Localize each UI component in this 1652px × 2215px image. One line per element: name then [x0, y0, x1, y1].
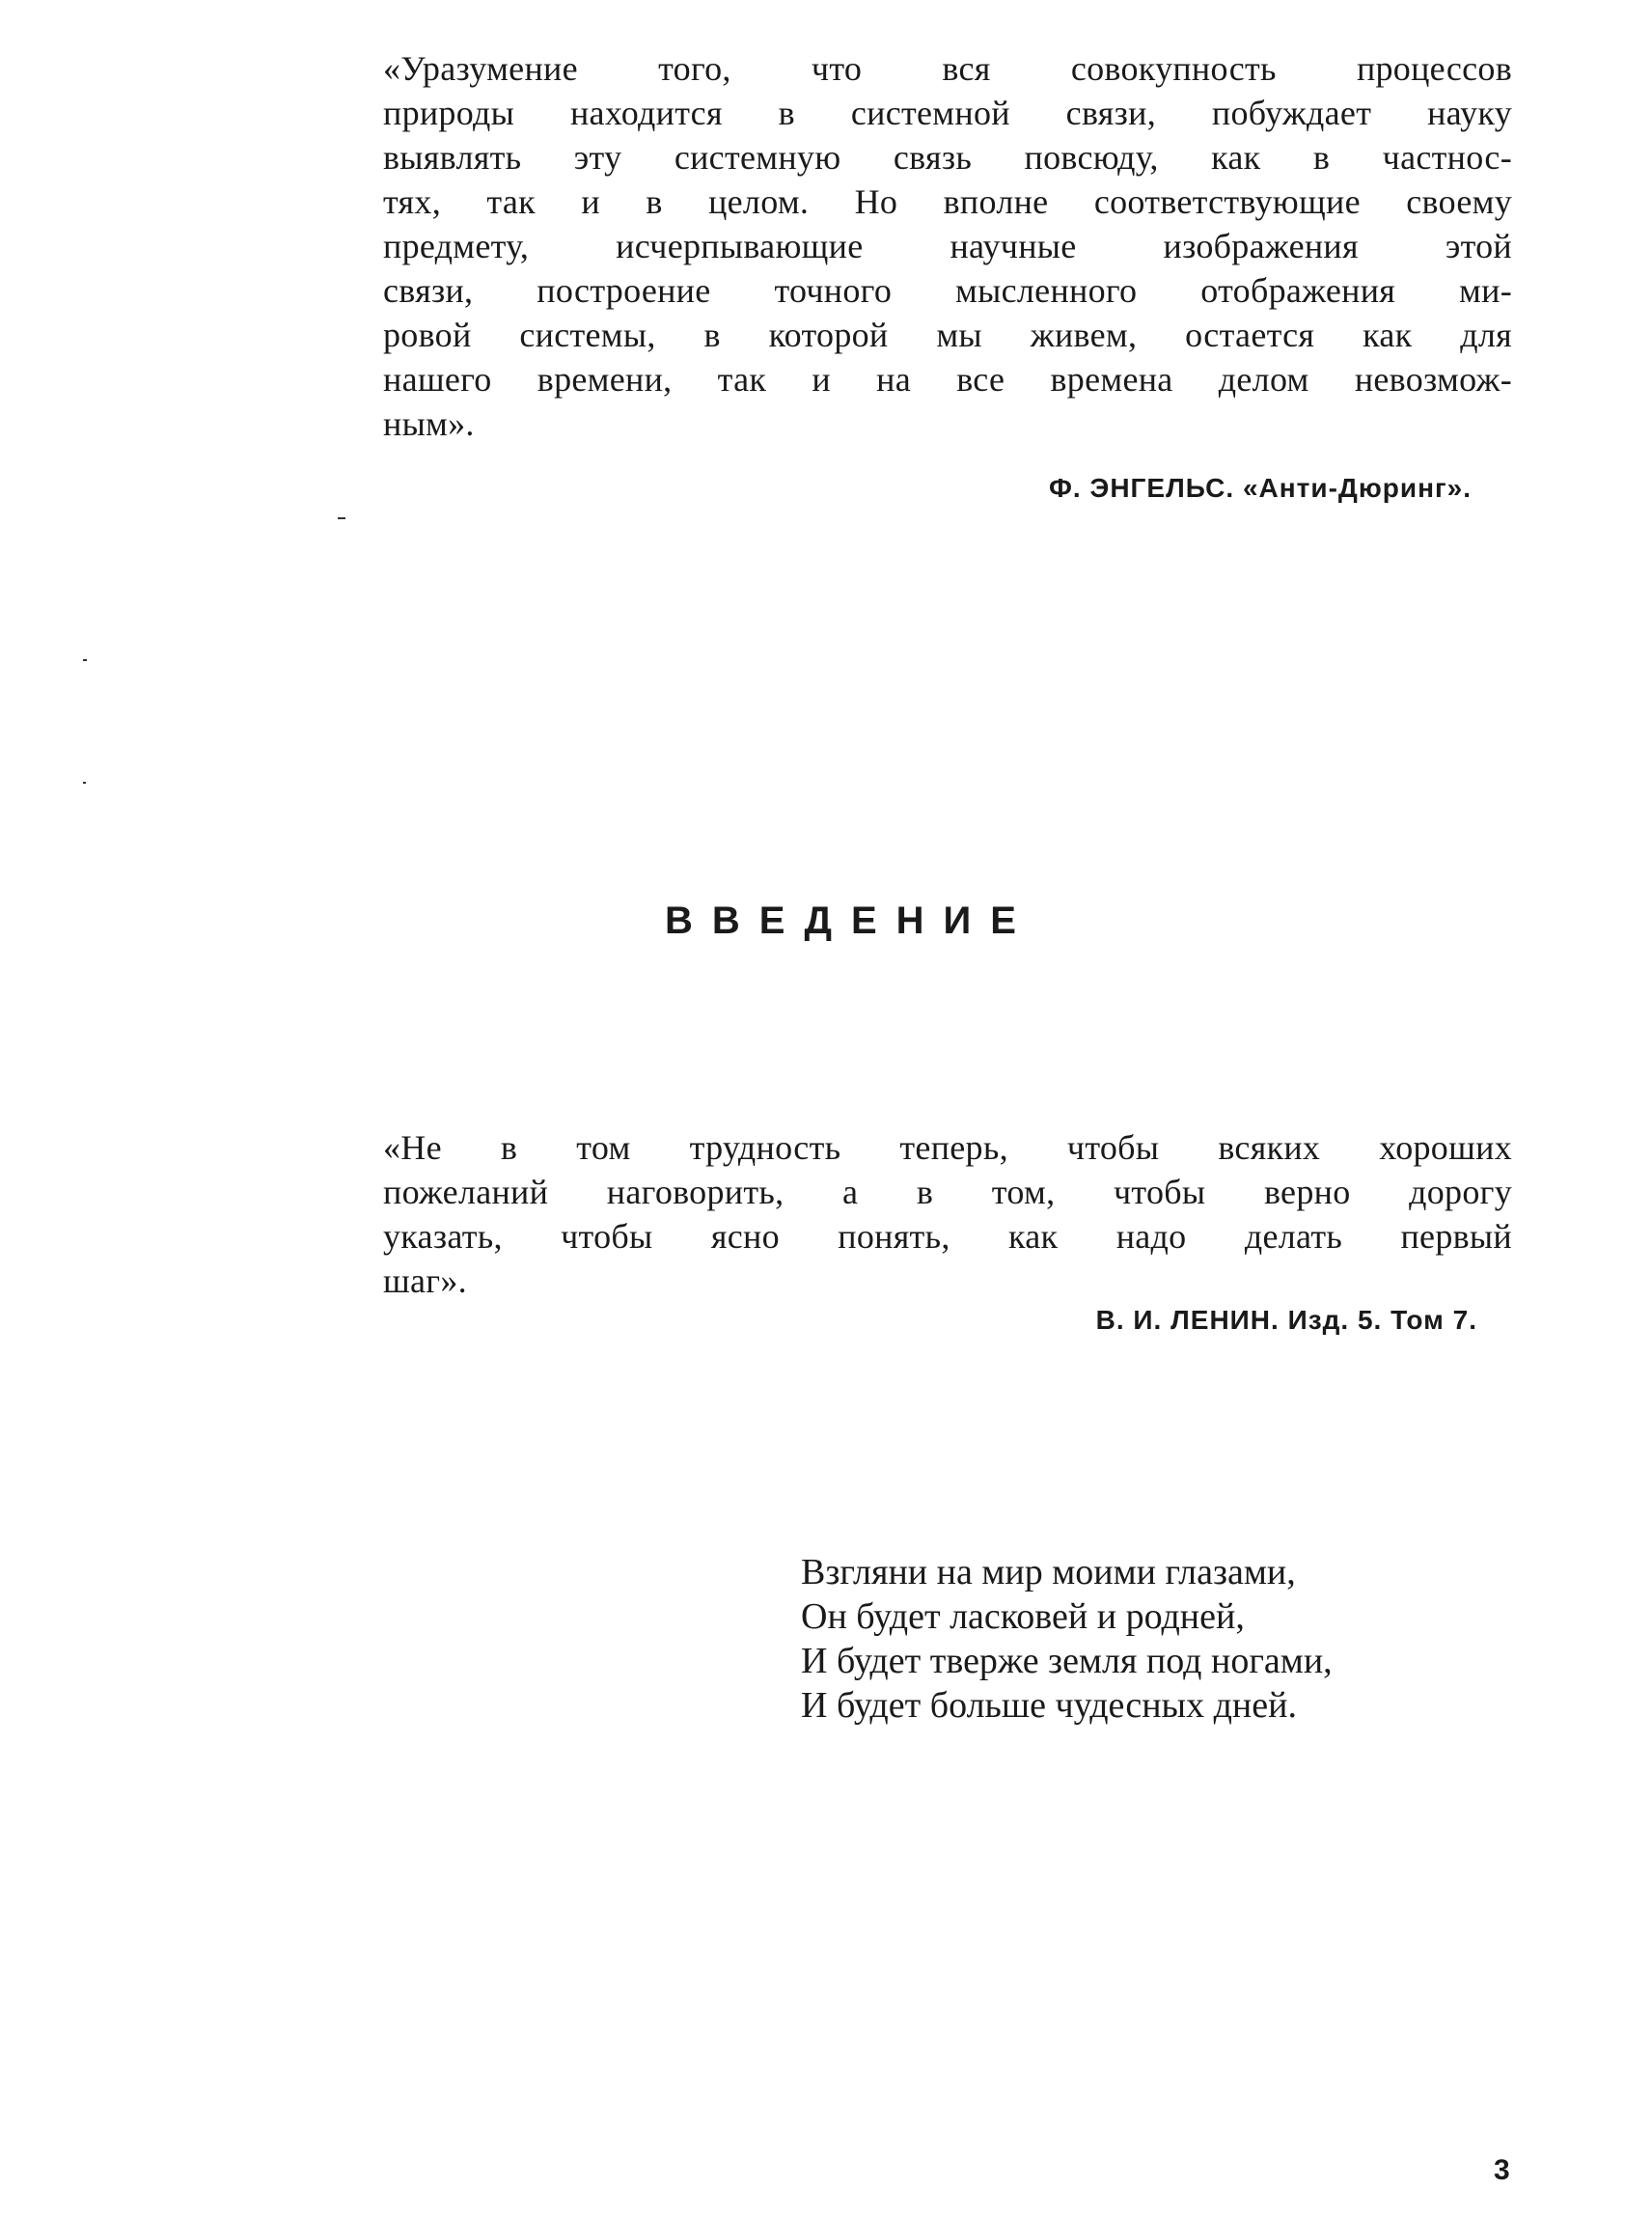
epigraph-line: тях, так и в целом. Но вполне соответствующие своему: [383, 182, 1512, 221]
epigraph-line: указать, чтобы ясно понять, как надо делать первый: [383, 1217, 1512, 1256]
poem-line: Взгляни на мир моими глазами,: [801, 1552, 1296, 1592]
epigraph-line: пожеланий наговорить, а в том, чтобы верно дорогу: [383, 1173, 1512, 1211]
print-speck: [83, 659, 87, 661]
epigraph-line: предмету, исчерпывающие научные изображения этой: [383, 227, 1512, 265]
epigraph-line: ным».: [383, 404, 475, 443]
page-number: 3: [1494, 2154, 1510, 2186]
epigraph-engels: [383, 46, 1512, 446]
epigraph-lenin: [383, 1125, 1512, 1303]
poem-line: И будет тверже земля под ногами,: [801, 1641, 1333, 1681]
print-speck: [338, 517, 345, 519]
epigraph-line: нашего времени, так и на все времена делом невозмож-: [383, 360, 1512, 399]
epigraph-lenin-text: [383, 1125, 1512, 1303]
poem-line: И будет больше чудесных дней.: [801, 1685, 1297, 1726]
epigraph-line: природы находится в системной связи, побуждает науку: [383, 94, 1512, 132]
poem: [801, 1550, 1333, 1728]
epigraph-line: ровой системы, в которой мы живем, остается как для: [383, 316, 1512, 354]
epigraph-line: «Уразумение того, что вся совокупность процессов: [383, 49, 1512, 88]
epigraph-lenin-attribution: В. И. ЛЕНИН. Изд. 5. Том 7.: [1095, 1305, 1477, 1335]
epigraph-engels-text: [383, 46, 1512, 446]
section-title: ВВЕДЕНИЕ: [665, 900, 1035, 942]
epigraph-engels-attribution: Ф. ЭНГЕЛЬС. «Анти-Дюринг».: [1048, 473, 1472, 503]
epigraph-line: «Не в том трудность теперь, чтобы всяких хороших: [383, 1128, 1512, 1167]
poem-line: Он будет ласковей и родней,: [801, 1596, 1245, 1637]
print-speck: [83, 782, 86, 784]
epigraph-line: связи, построение точного мысленного отображения ми-: [383, 271, 1512, 310]
epigraph-line: выявлять эту системную связь повсюду, как в частнос-: [383, 138, 1512, 177]
epigraph-line: шаг».: [383, 1261, 467, 1300]
